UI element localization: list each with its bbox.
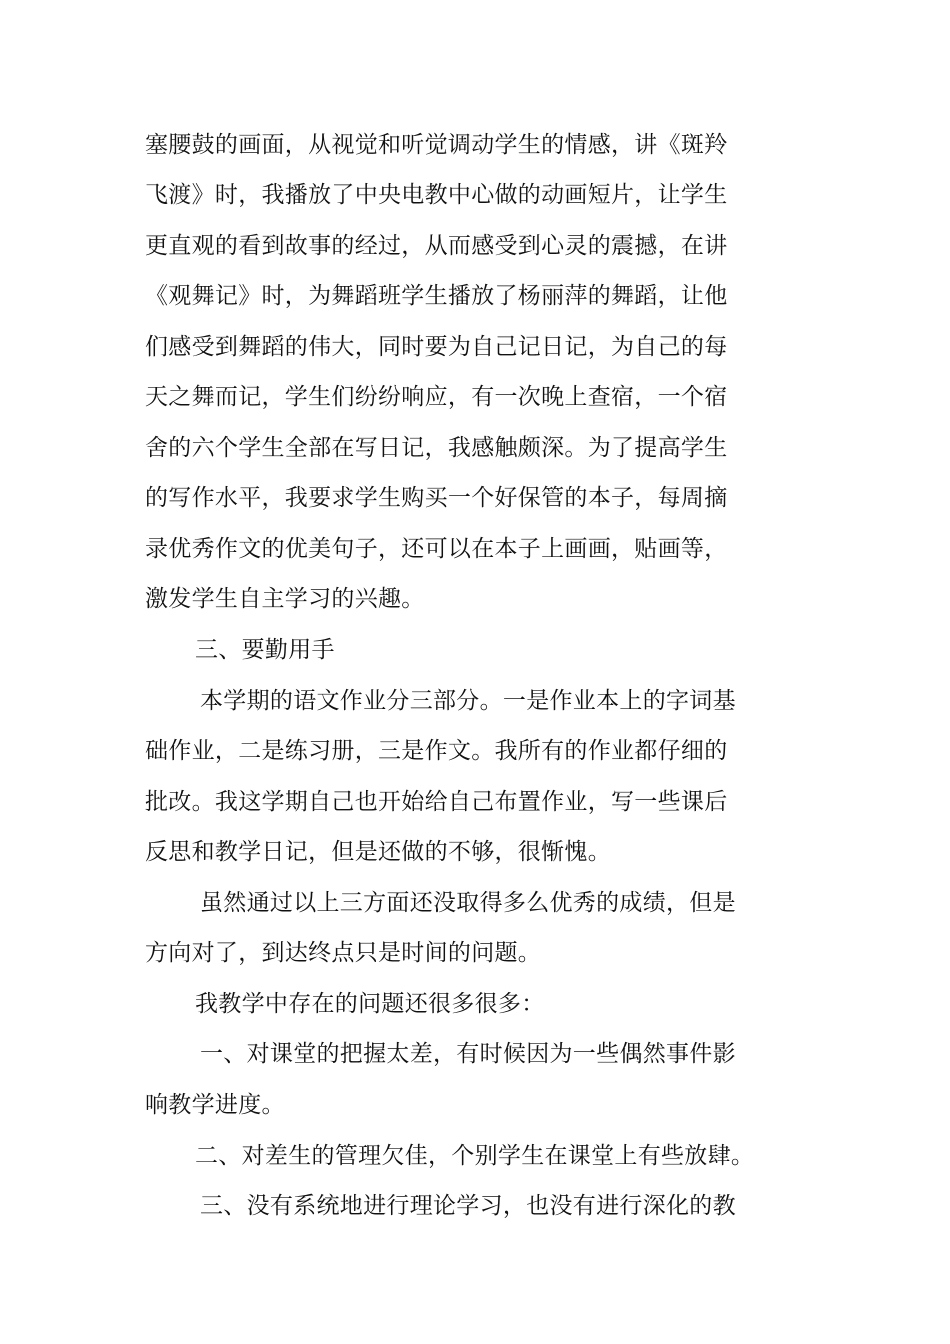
text-line: 天之舞而记，学生们纷纷响应，有一次晚上查宿，一个宿 — [145, 384, 728, 410]
text-line: 舍的六个学生全部在写日记，我感触颇深。为了提高学生 — [145, 435, 728, 461]
text-line: 们感受到舞蹈的伟大，同时要为自己记日记，为自己的每 — [145, 334, 728, 360]
text-line: 一、对课堂的把握太差，有时候因为一些偶然事件影 — [200, 1041, 736, 1067]
text-line: 的写作水平，我要求学生购买一个好保管的本子，每周摘 — [145, 485, 728, 511]
text-line: 我教学中存在的问题还很多很多： — [195, 991, 545, 1017]
text-line: 三、没有系统地进行理论学习，也没有进行深化的教 — [200, 1193, 736, 1219]
text-line: 反思和教学日记，但是还做的不够，很惭愧。 — [145, 839, 611, 865]
text-line: 虽然通过以上三方面还没取得多么优秀的成绩，但是 — [200, 890, 736, 916]
text-line: 方向对了，到达终点只是时间的问题。 — [145, 940, 542, 966]
text-line: 本学期的语文作业分三部分。一是作业本上的字词基 — [200, 688, 736, 714]
text-line: 更直观的看到故事的经过，从而感受到心灵的震撼，在讲 — [145, 233, 728, 259]
text-line: 响教学进度。 — [145, 1092, 285, 1118]
section-heading: 三、要勤用手 — [195, 637, 335, 663]
text-line: 《观舞记》时，为舞蹈班学生播放了杨丽萍的舞蹈，让他 — [145, 283, 728, 309]
text-line: 录优秀作文的优美句子，还可以在本子上画画，贴画等， — [145, 536, 728, 562]
text-line: 飞渡》时，我播放了中央电教中心做的动画短片，让学生 — [145, 182, 728, 208]
text-line: 础作业，二是练习册，三是作文。我所有的作业都仔细的 — [145, 738, 728, 764]
text-line: 塞腰鼓的画面，从视觉和听觉调动学生的情感，讲《斑羚 — [145, 132, 728, 158]
text-line: 二、对差生的管理欠佳，个别学生在课堂上有些放肆。 — [195, 1143, 755, 1169]
text-line: 激发学生自主学习的兴趣。 — [145, 586, 425, 612]
text-line: 批改。我这学期自己也开始给自己布置作业，写一些课后 — [145, 789, 728, 815]
